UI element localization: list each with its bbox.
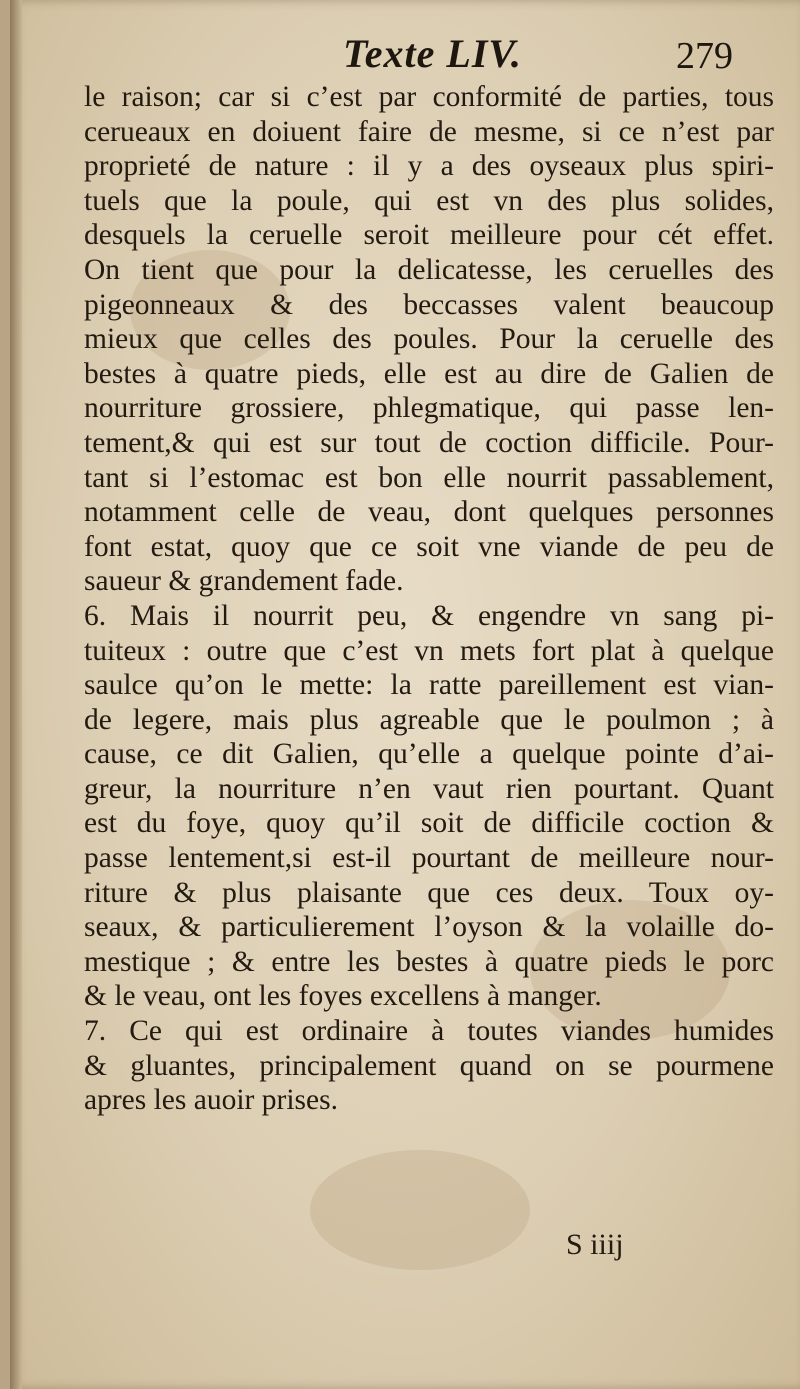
text-line: mieux que celles des poules. Pour la ceruelle des	[84, 323, 774, 356]
text-line: proprieté de nature : il y a des oyseaux plus spiri-	[84, 150, 774, 183]
text-line: tant si l’estomac est bon elle nourrit passablement,	[84, 461, 774, 494]
text-line: nourriture grossiere, phlegmatique, qui passe len-	[84, 392, 774, 425]
text-line: mestique ; & entre les bestes à quatre pieds le porc	[84, 945, 774, 978]
text-line: passe lentement,si est-il pourtant de meilleure nour-	[84, 842, 774, 875]
page-gutter	[10, 0, 22, 1389]
text-line: est du foye, quoy qu’il soit de difficile coction &	[84, 807, 774, 840]
text-line: & gluantes, principalement quand on se pourmene	[84, 1049, 774, 1082]
text-line: tement,& qui est sur tout de coction difficile. Pour-	[84, 426, 774, 459]
text-line: tuiteux : outre que c’est vn mets fort plat à quelque	[84, 634, 774, 667]
signature-mark: S iiij	[566, 1228, 624, 1261]
text-line: desquels la ceruelle seroit meilleure pour cét effet.	[84, 219, 774, 252]
text-line: tuels que la poule, qui est vn des plus solides,	[84, 184, 774, 217]
text-line: 7. Ce qui est ordinaire à toutes viandes humides	[84, 1015, 774, 1048]
text-line: de legere, mais plus agreable que le poulmon ; à	[84, 703, 774, 736]
text-line: seaux, & particulierement l’oyson & la volaille do-	[84, 911, 774, 944]
text-line: cause, ce dit Galien, qu’elle a quelque pointe d’ai-	[84, 738, 774, 771]
text-line: greur, la nourriture n’en vaut rien pourtant. Quant	[84, 772, 774, 805]
paper-stain	[310, 1150, 530, 1270]
text-line: saueur & grandement fade.	[84, 565, 404, 598]
text-line: le raison; car si c’est par conformité de parties, tous	[84, 81, 774, 113]
page-number: 279	[676, 35, 733, 77]
running-head: Texte LIV.	[343, 31, 522, 76]
text-line: pigeonneaux & des beccasses valent beaucoup	[84, 288, 774, 321]
text-line: riture & plus plaisante que ces deux. Toux oy-	[84, 876, 774, 909]
text-line: 6. Mais il nourrit peu, & engendre vn sang pi-	[84, 599, 774, 632]
text-line: font estat, quoy que ce soit vne viande de peu de	[84, 530, 774, 563]
text-line: On tient que pour la delicatesse, les ceruelles des	[84, 253, 774, 286]
text-line: notamment celle de veau, dont quelques personnes	[84, 496, 774, 529]
text-line: apres les auoir prises.	[84, 1084, 338, 1117]
body-text	[84, 80, 774, 1118]
text-line: saulce qu’on le mette: la ratte pareillement est vian-	[84, 669, 774, 702]
text-line: bestes à quatre pieds, elle est au dire de Galien de	[84, 357, 774, 390]
text-line: & le veau, ont les foyes excellens à manger.	[84, 980, 602, 1013]
text-line: cerueaux en doiuent faire de mesme, si ce n’est par	[84, 115, 774, 148]
